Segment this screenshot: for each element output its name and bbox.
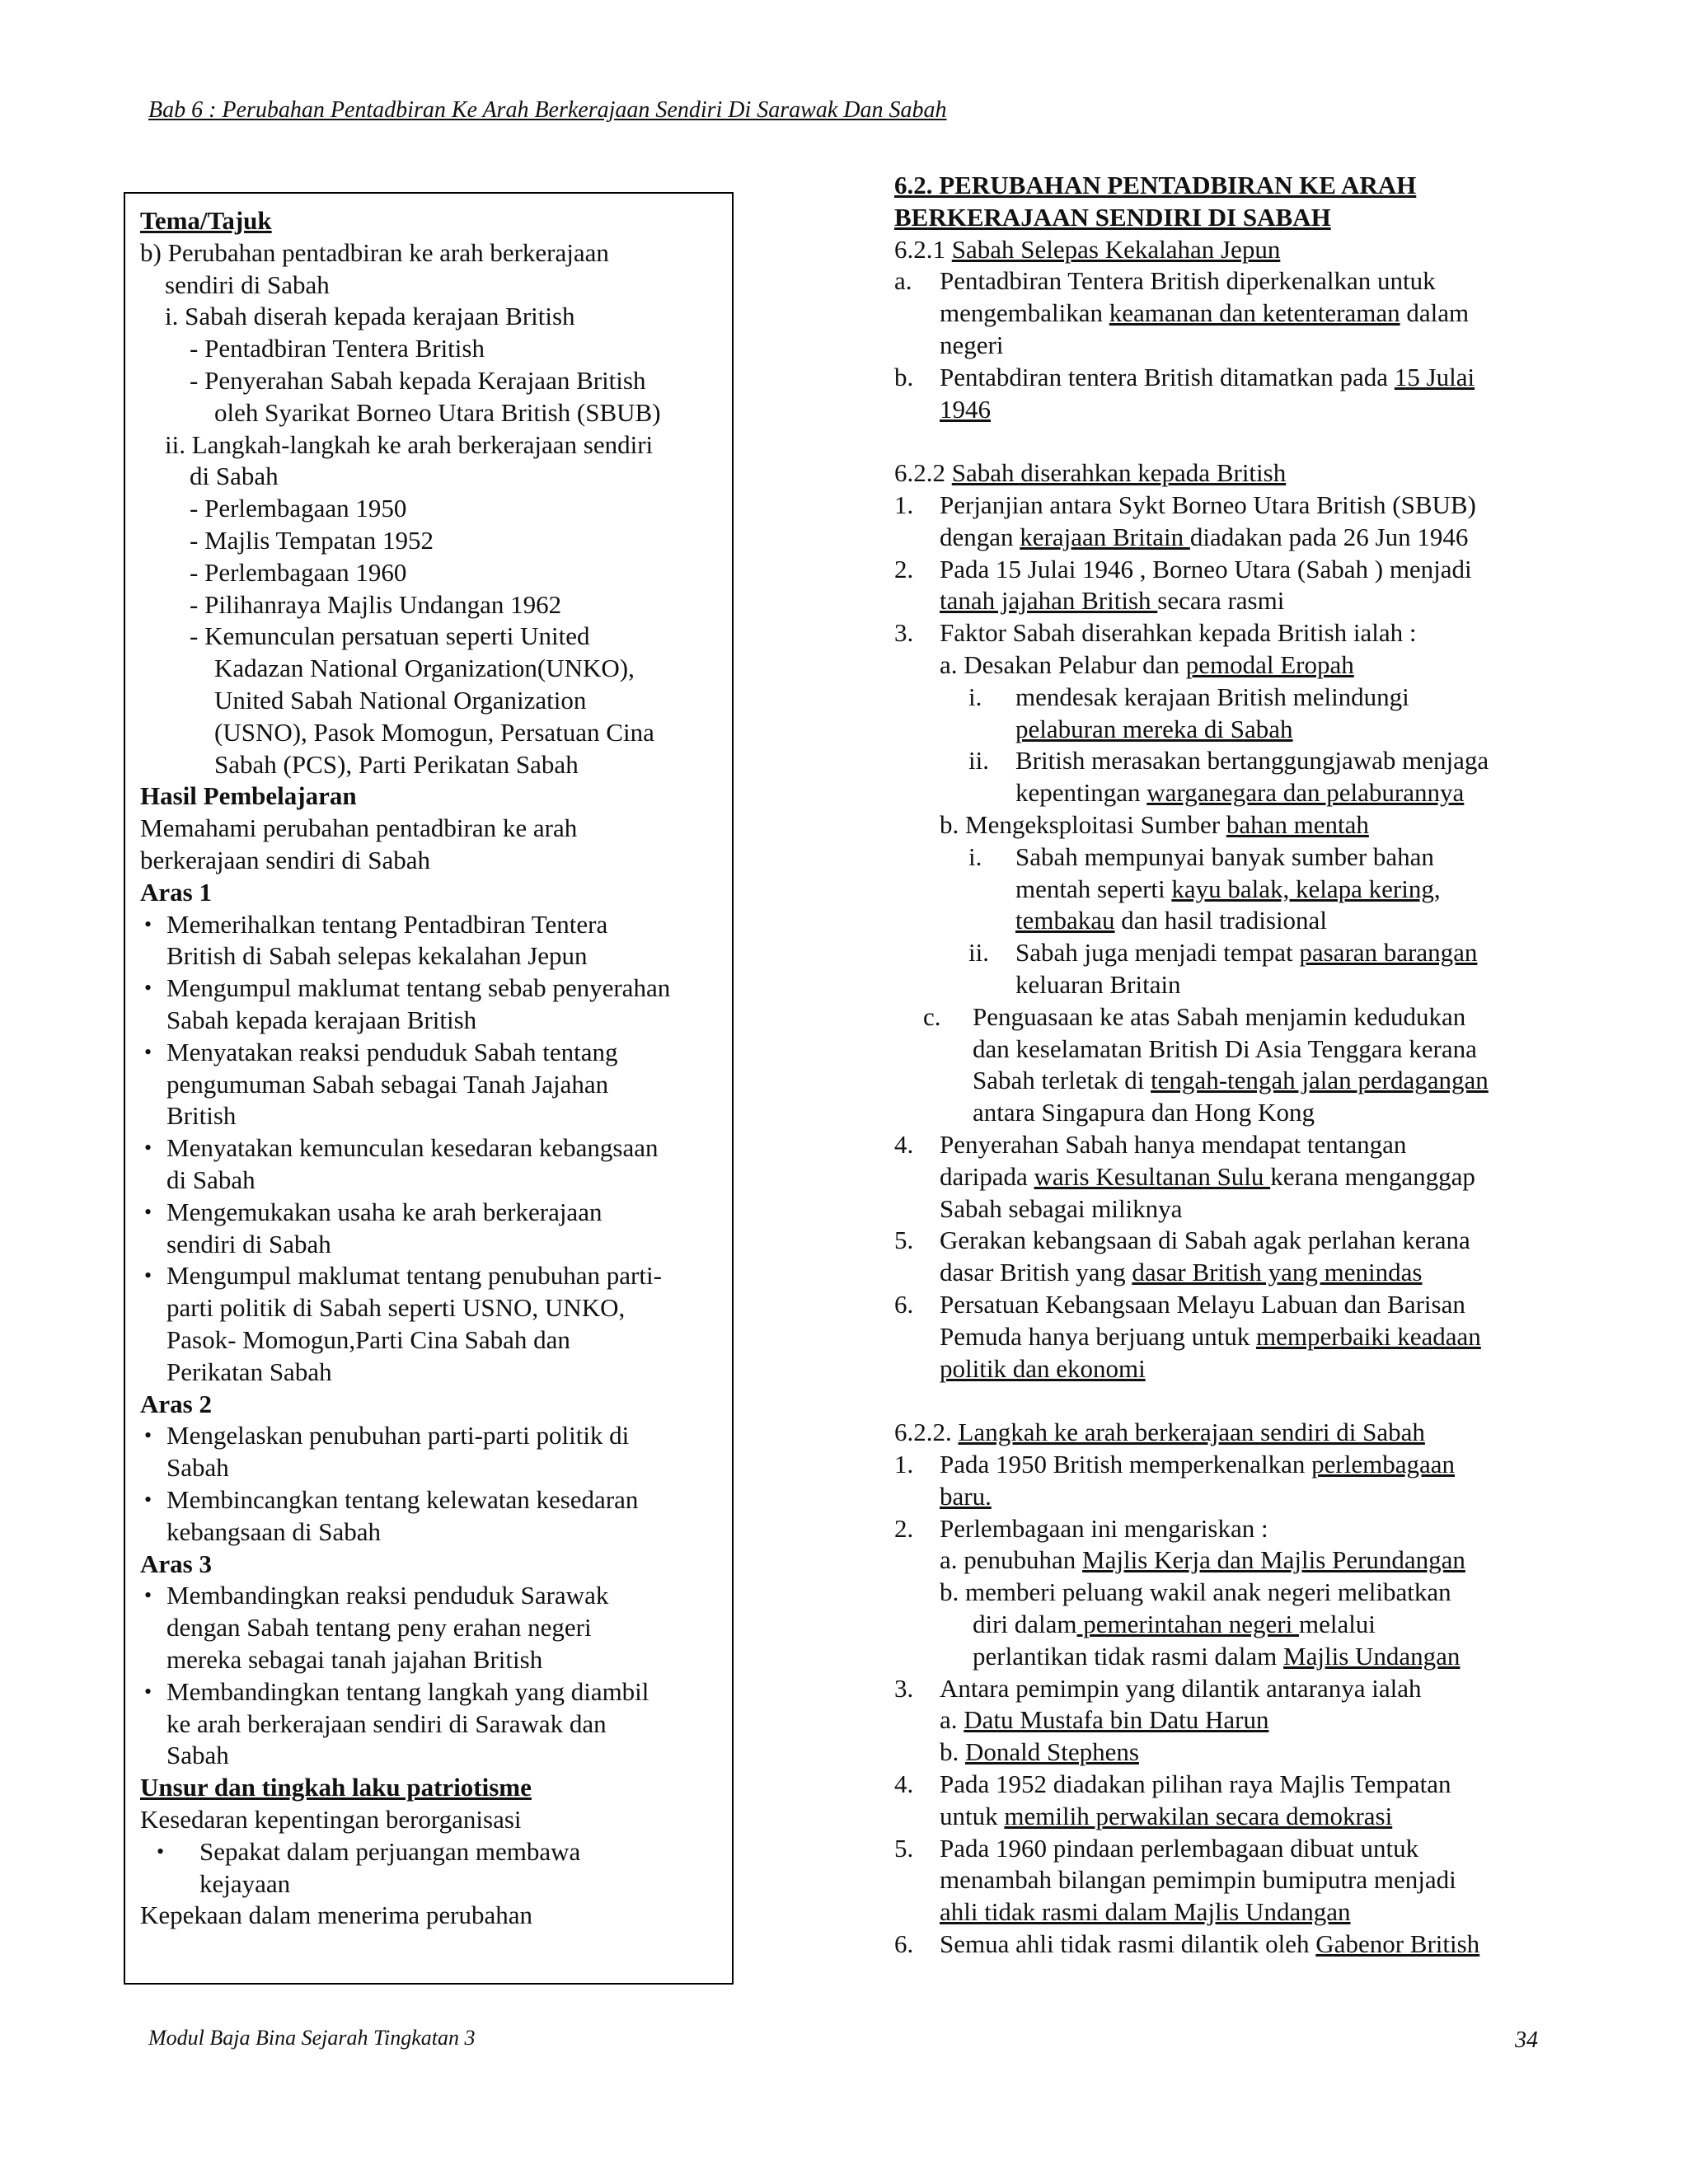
tema-line: (USNO), Pasok Momogun, Persatuan Cina (214, 717, 654, 747)
text-run: dan hasil tradisional (1114, 906, 1327, 935)
bullet-icon: • (144, 912, 152, 936)
running-header: Bab 6 : Perubahan Pentadbiran Ke Arah Berkerajaan Sendiri Di Sarawak Dan Sabah (148, 97, 947, 123)
list-marker: a. (894, 266, 912, 296)
text-run: b. Mengeksploitasi Sumber (940, 810, 1226, 839)
tema-line: sendiri di Sabah (165, 269, 330, 299)
list-line (940, 584, 1632, 616)
underlined-term: ahli tidak rasmi dalam Majlis Undangan (940, 1897, 1351, 1927)
list-marker: 2. (894, 1513, 914, 1543)
list-line (940, 1896, 1632, 1928)
list-line (940, 1768, 1632, 1800)
underlined-term: waris Kesultanan Sulu (1034, 1161, 1271, 1191)
list-marker: 2. (894, 554, 914, 583)
list-marker: ii. (968, 746, 989, 776)
list-line (940, 1128, 1632, 1160)
list-line (940, 1928, 1632, 1960)
list-line (940, 265, 1632, 297)
underlined-term: Datu Mustafa bin Datu Harun (964, 1705, 1269, 1735)
aras2-heading: Aras 2 (140, 1389, 212, 1418)
objective-line: Membandingkan reaksi penduduk Sarawak (166, 1581, 609, 1610)
bullet-icon: • (157, 1839, 165, 1863)
list-line (940, 1863, 1632, 1896)
list-line (940, 297, 1632, 329)
tema-heading: Tema/Tajuk (140, 206, 272, 235)
list-line (1015, 904, 1688, 936)
underlined-term: memilih perwakilan secara demokrasi (1004, 1801, 1393, 1830)
list-line (940, 553, 1632, 585)
underlined-term: keamanan dan ketenteraman (1109, 298, 1400, 328)
underlined-term: bahan mentah (1226, 810, 1369, 839)
text-run: a. Desakan Pelabur dan (940, 650, 1186, 679)
list-line (940, 1352, 1632, 1385)
list-line (940, 1672, 1632, 1704)
list-line (1015, 968, 1688, 1001)
list-marker: 5. (894, 1833, 914, 1863)
bullet-icon: • (144, 1679, 152, 1704)
list-line (940, 1320, 1632, 1352)
text-run: untuk (940, 1801, 1005, 1830)
underlined-term: pasaran barangan (1299, 938, 1478, 968)
objective-line: pengumuman Sabah sebagai Tanah Jajahan (166, 1069, 609, 1099)
text-run: British merasakan bertanggungjawab menjaga (1015, 746, 1489, 776)
list-marker: 4. (894, 1769, 914, 1798)
list-line (940, 1224, 1632, 1256)
tema-line: - Majlis Tempatan 1952 (190, 526, 434, 555)
objective-line: Mengelaskan penubuhan parti-parti politik di (166, 1421, 630, 1451)
objective-line: Mengumpul maklumat tentang sebab penyerahan (166, 973, 671, 1003)
list-line (940, 616, 1632, 649)
list-line (1015, 873, 1688, 905)
tema-line: - Pilihanraya Majlis Undangan 1962 (190, 589, 562, 619)
underlined-term: kerajaan Britain (1020, 522, 1190, 551)
text-run: kepentingan (1015, 778, 1147, 808)
list-marker: 5. (894, 1226, 914, 1255)
list-line (1015, 744, 1688, 776)
list-marker: 3. (894, 1673, 914, 1703)
objective-line: Memerihalkan tentang Pentadbiran Tentera (166, 909, 608, 939)
underlined-term: pemodal Eropah (1185, 650, 1354, 679)
objective-line: British di Sabah selepas kekalahan Jepun (166, 941, 588, 971)
text-run: antara Singapura dan Hong Kong (973, 1098, 1315, 1127)
unsur-line: Kepekaan dalam menerima perubahan (140, 1900, 532, 1930)
hasil-heading: Hasil Pembelajaran (140, 781, 357, 811)
subsection-title: Langkah ke arah berkerajaan sendiri di Sabah (958, 1418, 1425, 1447)
tema-line: - Pentadbiran Tentera British (190, 334, 485, 363)
list-line (973, 1640, 1665, 1672)
underlined-term: 1946 (940, 394, 991, 424)
tema-line: Kadazan National Organization(UNKO), (214, 654, 635, 683)
text-run: Pentadbiran Tentera British diperkenalkan untuk (940, 266, 1436, 296)
list-line (973, 1096, 1665, 1128)
subsection-heading (894, 1416, 1587, 1448)
objective-line: parti politik di Sabah seperti USNO, UNKO, (166, 1293, 626, 1323)
underlined-term: memperbaiki keadaan (1255, 1321, 1481, 1351)
underlined-term: perlembagaan (1311, 1450, 1455, 1479)
section-title: BERKERAJAAN SENDIRI DI SABAH (894, 202, 1331, 232)
underlined-term: pelaburan mereka di Sabah (1015, 714, 1293, 743)
list-line (973, 1608, 1665, 1640)
objective-line: Mengumpul maklumat tentang penubuhan parti- (166, 1261, 662, 1291)
tema-line: Sabah (PCS), Parti Perikatan Sabah (214, 749, 579, 779)
list-line (940, 1736, 1632, 1768)
objective-line: Pasok- Momogun,Parti Cina Sabah dan (166, 1325, 570, 1354)
objective-line: sendiri di Sabah (166, 1229, 331, 1258)
subsection-title: Sabah Selepas Kekalahan Jepun (951, 234, 1281, 264)
list-line (1015, 681, 1688, 713)
objective-line: Sabah kepada kerajaan British (166, 1005, 477, 1034)
list-marker: 6. (894, 1290, 914, 1319)
list-marker: i. (968, 841, 982, 871)
list-marker: c. (923, 1001, 941, 1031)
list-marker: 3. (894, 618, 914, 648)
tema-line: b) Perubahan pentadbiran ke arah berkerajaan (140, 237, 609, 267)
list-line (940, 1576, 1632, 1608)
unsur-heading: Unsur dan tingkah laku patriotisme (140, 1773, 532, 1802)
list-line (973, 1033, 1665, 1065)
text-run: diri dalam (973, 1610, 1077, 1638)
list-line (940, 521, 1632, 553)
list-marker: i. (968, 682, 982, 711)
list-line (940, 393, 1632, 425)
list-line (940, 361, 1632, 393)
underlined-term: warganegara dan pelaburannya (1146, 778, 1465, 808)
page-number: 34 (1515, 2027, 1538, 2053)
text-run: Semua ahli tidak rasmi dilantik oleh (940, 1929, 1316, 1958)
list-line (940, 1256, 1632, 1288)
list-line (940, 1160, 1632, 1193)
list-line (940, 1832, 1632, 1864)
objective-line: British (166, 1101, 237, 1131)
subsection-heading (894, 457, 1587, 489)
text-run: daripada (940, 1161, 1034, 1191)
text-run: a. (940, 1705, 964, 1735)
underlined-term: tengah-tengah jalan perdagangan (1151, 1066, 1489, 1095)
list-line (1015, 776, 1688, 808)
list-line (1015, 936, 1688, 968)
footer-title: Modul Baja Bina Sejarah Tingkatan 3 (148, 2026, 476, 2050)
text-run: Antara pemimpin yang dilantik antaranya ialah (940, 1673, 1422, 1703)
text-run: secara rasmi (1157, 586, 1285, 616)
bullet-icon: • (144, 1583, 152, 1608)
tema-line: - Perlembagaan 1960 (190, 557, 407, 587)
bullet-icon: • (144, 976, 152, 1001)
underlined-term: Donald Stephens (965, 1737, 1139, 1767)
text-run: negeri (940, 330, 1004, 359)
list-line (1015, 841, 1688, 873)
underlined-term: 15 Julai (1394, 362, 1475, 391)
list-line (940, 808, 1632, 841)
list-line (973, 1001, 1665, 1033)
list-line (940, 1448, 1632, 1480)
list-marker: 1. (894, 1450, 914, 1479)
text-run: b. (940, 1737, 965, 1767)
subsection-number: 6.2.2. (894, 1418, 959, 1447)
objective-line: Mengemukakan usaha ke arah berkerajaan (166, 1197, 603, 1226)
subsection-title: Sabah diserahkan kepada British (951, 458, 1287, 488)
text-run: b. memberi peluang wakil anak negeri melibatkan (940, 1577, 1451, 1607)
objective-line: Membandingkan tentang langkah yang diambil (166, 1676, 649, 1706)
list-line (973, 1064, 1665, 1096)
hasil-line: Memahami perubahan pentadbiran ke arah (140, 813, 578, 843)
text-run: Pada 1960 pindaan perlembagaan dibuat untuk (940, 1833, 1419, 1863)
list-line (1015, 713, 1688, 745)
bullet-icon: • (144, 1488, 152, 1511)
subsection-number: 6.2.1 (894, 234, 952, 264)
list-line (940, 1288, 1632, 1320)
underlined-term: tanah jajahan British (940, 586, 1158, 616)
objective-line: dengan Sabah tentang peny erahan negeri (166, 1613, 592, 1643)
text-run: mengembalikan (940, 298, 1109, 328)
list-line (940, 1193, 1632, 1225)
text-run: Pemuda hanya berjuang untuk (940, 1321, 1256, 1351)
tema-line: di Sabah (190, 462, 279, 491)
underlined-term: pemerintahan negeri (1076, 1610, 1299, 1638)
list-line (940, 649, 1632, 681)
text-run: Gerakan kebangsaan di Sabah agak perlahan kerana (940, 1226, 1470, 1255)
list-marker: 4. (894, 1130, 914, 1159)
underlined-term: dasar British yang menindas (1132, 1258, 1423, 1287)
text-run: kerana menganggap (1270, 1161, 1475, 1191)
list-line (940, 489, 1632, 521)
underlined-term: kayu balak, kelapa kering, (1171, 874, 1441, 903)
objective-line: Sabah (166, 1453, 229, 1483)
text-run: Persatuan Kebangsaan Melayu Labuan dan Barisan (940, 1290, 1465, 1319)
bullet-icon: • (144, 1423, 152, 1448)
unsur-line: Sepakat dalam perjuangan membawa (199, 1836, 581, 1866)
subsection-number: 6.2.2 (894, 458, 952, 488)
objective-line: Perikatan Sabah (166, 1357, 332, 1386)
text-run: Sabah juga menjadi tempat (1015, 938, 1300, 968)
list-line (940, 329, 1632, 361)
text-run: keluaran Britain (1015, 970, 1181, 999)
list-marker: ii. (968, 938, 989, 968)
text-run: mendesak kerajaan British melindungi (1015, 682, 1409, 711)
text-run: dasar British yang (940, 1258, 1132, 1287)
objective-line: ke arah berkerajaan sendiri di Sarawak dan (166, 1708, 607, 1738)
text-run: a. penubuhan (940, 1545, 1083, 1575)
unsur-line: Kesedaran kepentingan berorganisasi (140, 1805, 522, 1834)
tema-line: - Penyerahan Sabah kepada Kerajaan British (190, 366, 646, 395)
text-run: melalui (1298, 1610, 1376, 1638)
objective-line: Menyatakan kemunculan kesedaran kebangsaan (166, 1133, 659, 1163)
underlined-term: Majlis Undangan (1283, 1641, 1461, 1671)
text-run: dan keselamatan British Di Asia Tenggara kerana (973, 1033, 1477, 1063)
text-run: Penguasaan ke atas Sabah menjamin kedudukan (973, 1001, 1466, 1031)
unsur-line: kejayaan (199, 1868, 291, 1898)
text-run: dengan (940, 522, 1020, 551)
objective-line: Membincangkan tentang kelewatan kesedaran (166, 1485, 639, 1514)
text-run: Pada 15 Julai 1946 , Borneo Utara (Sabah ) menjadi (940, 554, 1472, 583)
text-run: Penyerahan Sabah hanya mendapat tentangan (940, 1130, 1407, 1159)
text-run: Sabah mempunyai banyak sumber bahan (1015, 841, 1434, 871)
aras1-heading: Aras 1 (140, 877, 212, 907)
tema-line: - Perlembagaan 1950 (190, 494, 407, 523)
text-run: Perlembagaan ini mengariskan : (940, 1513, 1268, 1543)
text-run: mentah seperti (1015, 874, 1172, 903)
objective-line: Sabah (166, 1741, 229, 1770)
section-title: 6.2. PERUBAHAN PENTADBIRAN KE ARAH (894, 171, 1417, 199)
list-marker: 1. (894, 490, 914, 519)
text-run: Sabah terletak di (973, 1066, 1151, 1095)
list-line (940, 1512, 1632, 1544)
list-marker: b. (894, 362, 914, 391)
text-run: Pada 1950 British memperkenalkan (940, 1450, 1312, 1479)
list-marker: 6. (894, 1929, 914, 1958)
text-run: menambah bilangan pemimpin bumiputra menjadi (940, 1865, 1456, 1895)
hasil-line: berkerajaan sendiri di Sabah (140, 846, 431, 874)
underlined-term: Majlis Kerja dan Majlis Perundangan (1082, 1545, 1465, 1575)
underlined-term: baru. (940, 1481, 992, 1511)
list-line (940, 1800, 1632, 1832)
text-run: Perjanjian antara Sykt Borneo Utara British (SBUB) (940, 490, 1476, 519)
tema-line: oleh Syarikat Borneo Utara British (SBUB) (214, 397, 661, 427)
text-run: Pentabdiran tentera British ditamatkan pada (940, 362, 1395, 391)
text-run: Pada 1952 diadakan pilihan raya Majlis Tempatan (940, 1769, 1451, 1798)
tema-line: i. Sabah diserah kepada kerajaan British (165, 302, 575, 331)
underlined-term: tembakau (1015, 906, 1115, 935)
bullet-icon: • (144, 1039, 152, 1064)
bullet-icon: • (144, 1136, 152, 1160)
underlined-term: politik dan ekonomi (940, 1353, 1146, 1383)
objective-line: mereka sebagai tanah jajahan British (166, 1645, 543, 1674)
bullet-icon: • (144, 1263, 152, 1288)
tema-line: ii. Langkah-langkah ke arah berkerajaan sendiri (165, 429, 654, 459)
text-run: Sabah sebagai miliknya (940, 1193, 1183, 1223)
objective-line: Menyatakan reaksi penduduk Sabah tentang (166, 1037, 618, 1066)
text-run: perlantikan tidak rasmi dalam (973, 1641, 1284, 1671)
tema-line: United Sabah National Organization (214, 686, 587, 715)
text-run: dalam (1400, 298, 1470, 328)
list-line (940, 1544, 1632, 1576)
subsection-heading (894, 233, 1587, 265)
objective-line: di Sabah (166, 1165, 256, 1194)
objective-line: kebangsaan di Sabah (166, 1516, 381, 1546)
list-line (940, 1704, 1632, 1736)
text-run: Faktor Sabah diserahkan kepada British ialah : (940, 618, 1417, 648)
bullet-icon: • (144, 1199, 152, 1224)
tema-line: - Kemunculan persatuan seperti United (190, 621, 590, 651)
list-line (940, 1480, 1632, 1512)
underlined-term: Gabenor British (1315, 1929, 1480, 1958)
aras3-heading: Aras 3 (140, 1549, 212, 1578)
text-run: diadakan pada 26 Jun 1946 (1189, 522, 1469, 551)
